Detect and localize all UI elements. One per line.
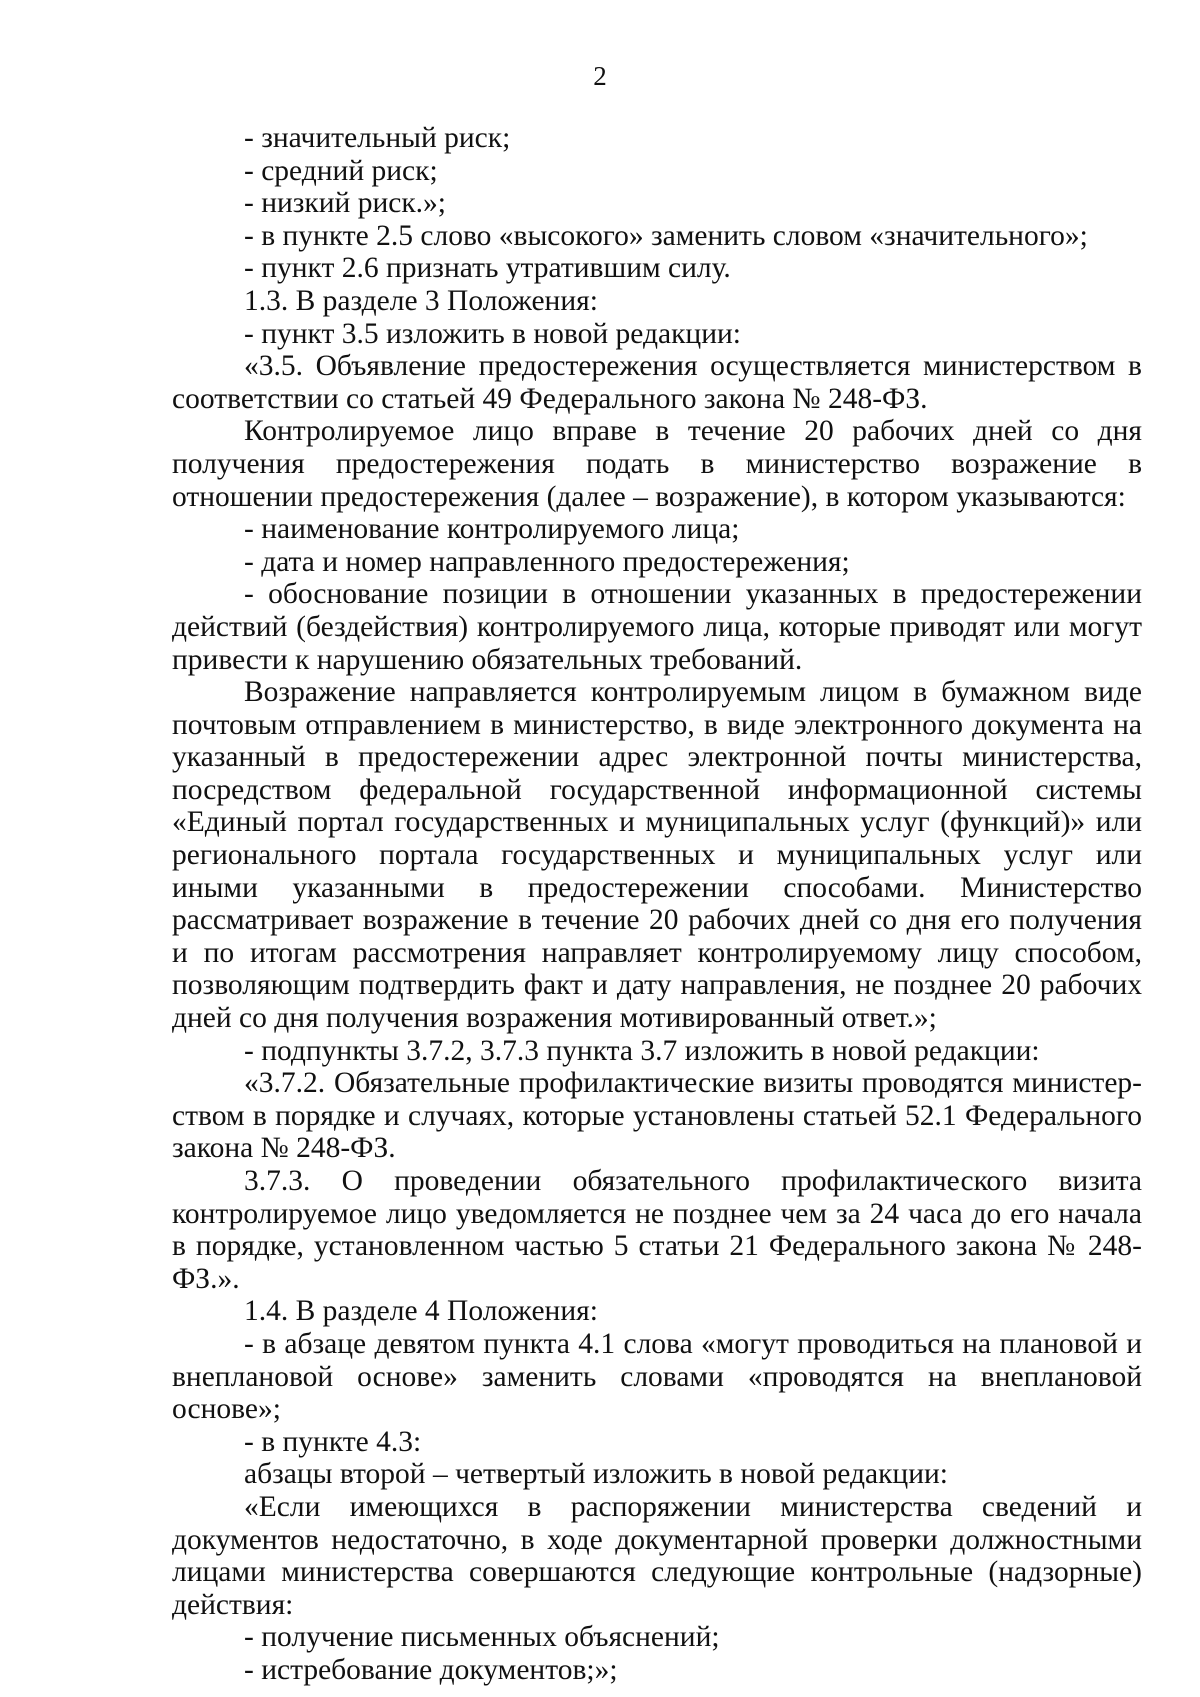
paragraph-13: Возражение направляется контролируемым лицом в бумажном виде почтовым отправлением в министерство, в виде электронного документа на указанный в предостережении адрес электронной почты министерства, посредством федеральной государственной информационной системы «Единый портал государственных и муниципальных услуг (функций)» или регионального портала государственных и муниципальных услуг или иными указанными в предостережении способами. Министерство рассматривает возражение в течение 20 рабочих дней со дня его получения и по итогам рассмотрения направляет контролируемому лицу способом, позволяющим подтвердить факт и дату направления, не позднее 20 рабочих дней со дня получения возражения мотивированный ответ.»; (172, 676, 1142, 1035)
paragraph-20: абзацы второй – четвертый изложить в новой редакции: (244, 1458, 948, 1491)
paragraph-21: «Если имеющихся в распоряжении министерства сведений и документов недостаточно, в ходе документарной проверки должностными лицами министерства совершаются следующие контрольные (надзорные) действия: (172, 1490, 1142, 1621)
paragraph-2: - средний риск; (244, 154, 438, 187)
paragraph-10: - наименование контролируемого лица; (244, 513, 740, 546)
page-number: 2 (593, 61, 607, 91)
paragraph-4: - в пункте 2.5 слово «высокого» заменить словом «значительного»; (244, 219, 1088, 252)
paragraph-9: Контролируемое лицо вправе в течение 20 рабочих дней со дня получения предостережения подать в министерство возражение в отношении предостережения (далее – возражение), в котором указываются: (172, 415, 1142, 513)
document-body (172, 122, 1142, 1687)
paragraph-5: - пункт 2.6 признать утратившим силу. (244, 252, 731, 285)
paragraph-14: - подпункты 3.7.2, 3.7.3 пункта 3.7 изложить в новой редакции: (244, 1034, 1040, 1067)
paragraph-8: «3.5. Объявление предостережения осуществляется министерством в соответствии со статьей 49 Федерального закона № 248-ФЗ. (172, 350, 1142, 415)
paragraph-17: 1.4. В разделе 4 Положения: (244, 1295, 598, 1328)
paragraph-23: - истребование документов;»; (244, 1653, 618, 1686)
paragraph-3: - низкий риск.»; (244, 187, 446, 220)
paragraph-16: 3.7.3. О проведении обязательного профилактического визита контролируемое лицо уведомляется не позднее чем за 24 часа до его начала в порядке, установленном частью 5 статьи 21 Федерального закона № 248-ФЗ.». (172, 1165, 1142, 1295)
paragraph-18: - в абзаце девятом пункта 4.1 слова «могут проводиться на плановой и внеплановой основе» заменить словами «проводятся на внеплановой основе»; (172, 1327, 1142, 1426)
paragraph-11: - дата и номер направленного предостережения; (244, 545, 850, 578)
paragraph-12: - обоснование позиции в отношении указанных в предостережении действий (бездействия) контролируемого лица, которые приводят или могут привести к нарушению обязательных требований. (172, 578, 1142, 676)
paragraph-1: - значительный риск; (244, 122, 511, 154)
paragraph-15: «3.7.2. Обязательные профилактические визиты проводятся министерством в порядке и случаях, которые установлены статьей 52.1 Федерального закона № 248-ФЗ. (172, 1067, 1142, 1165)
paragraph-22: - получение письменных объяснений; (244, 1621, 720, 1654)
paragraph-19: - в пункте 4.3: (244, 1425, 422, 1458)
paragraph-6: 1.3. В разделе 3 Положения: (244, 284, 598, 317)
paragraph-7: - пункт 3.5 изложить в новой редакции: (244, 317, 741, 350)
